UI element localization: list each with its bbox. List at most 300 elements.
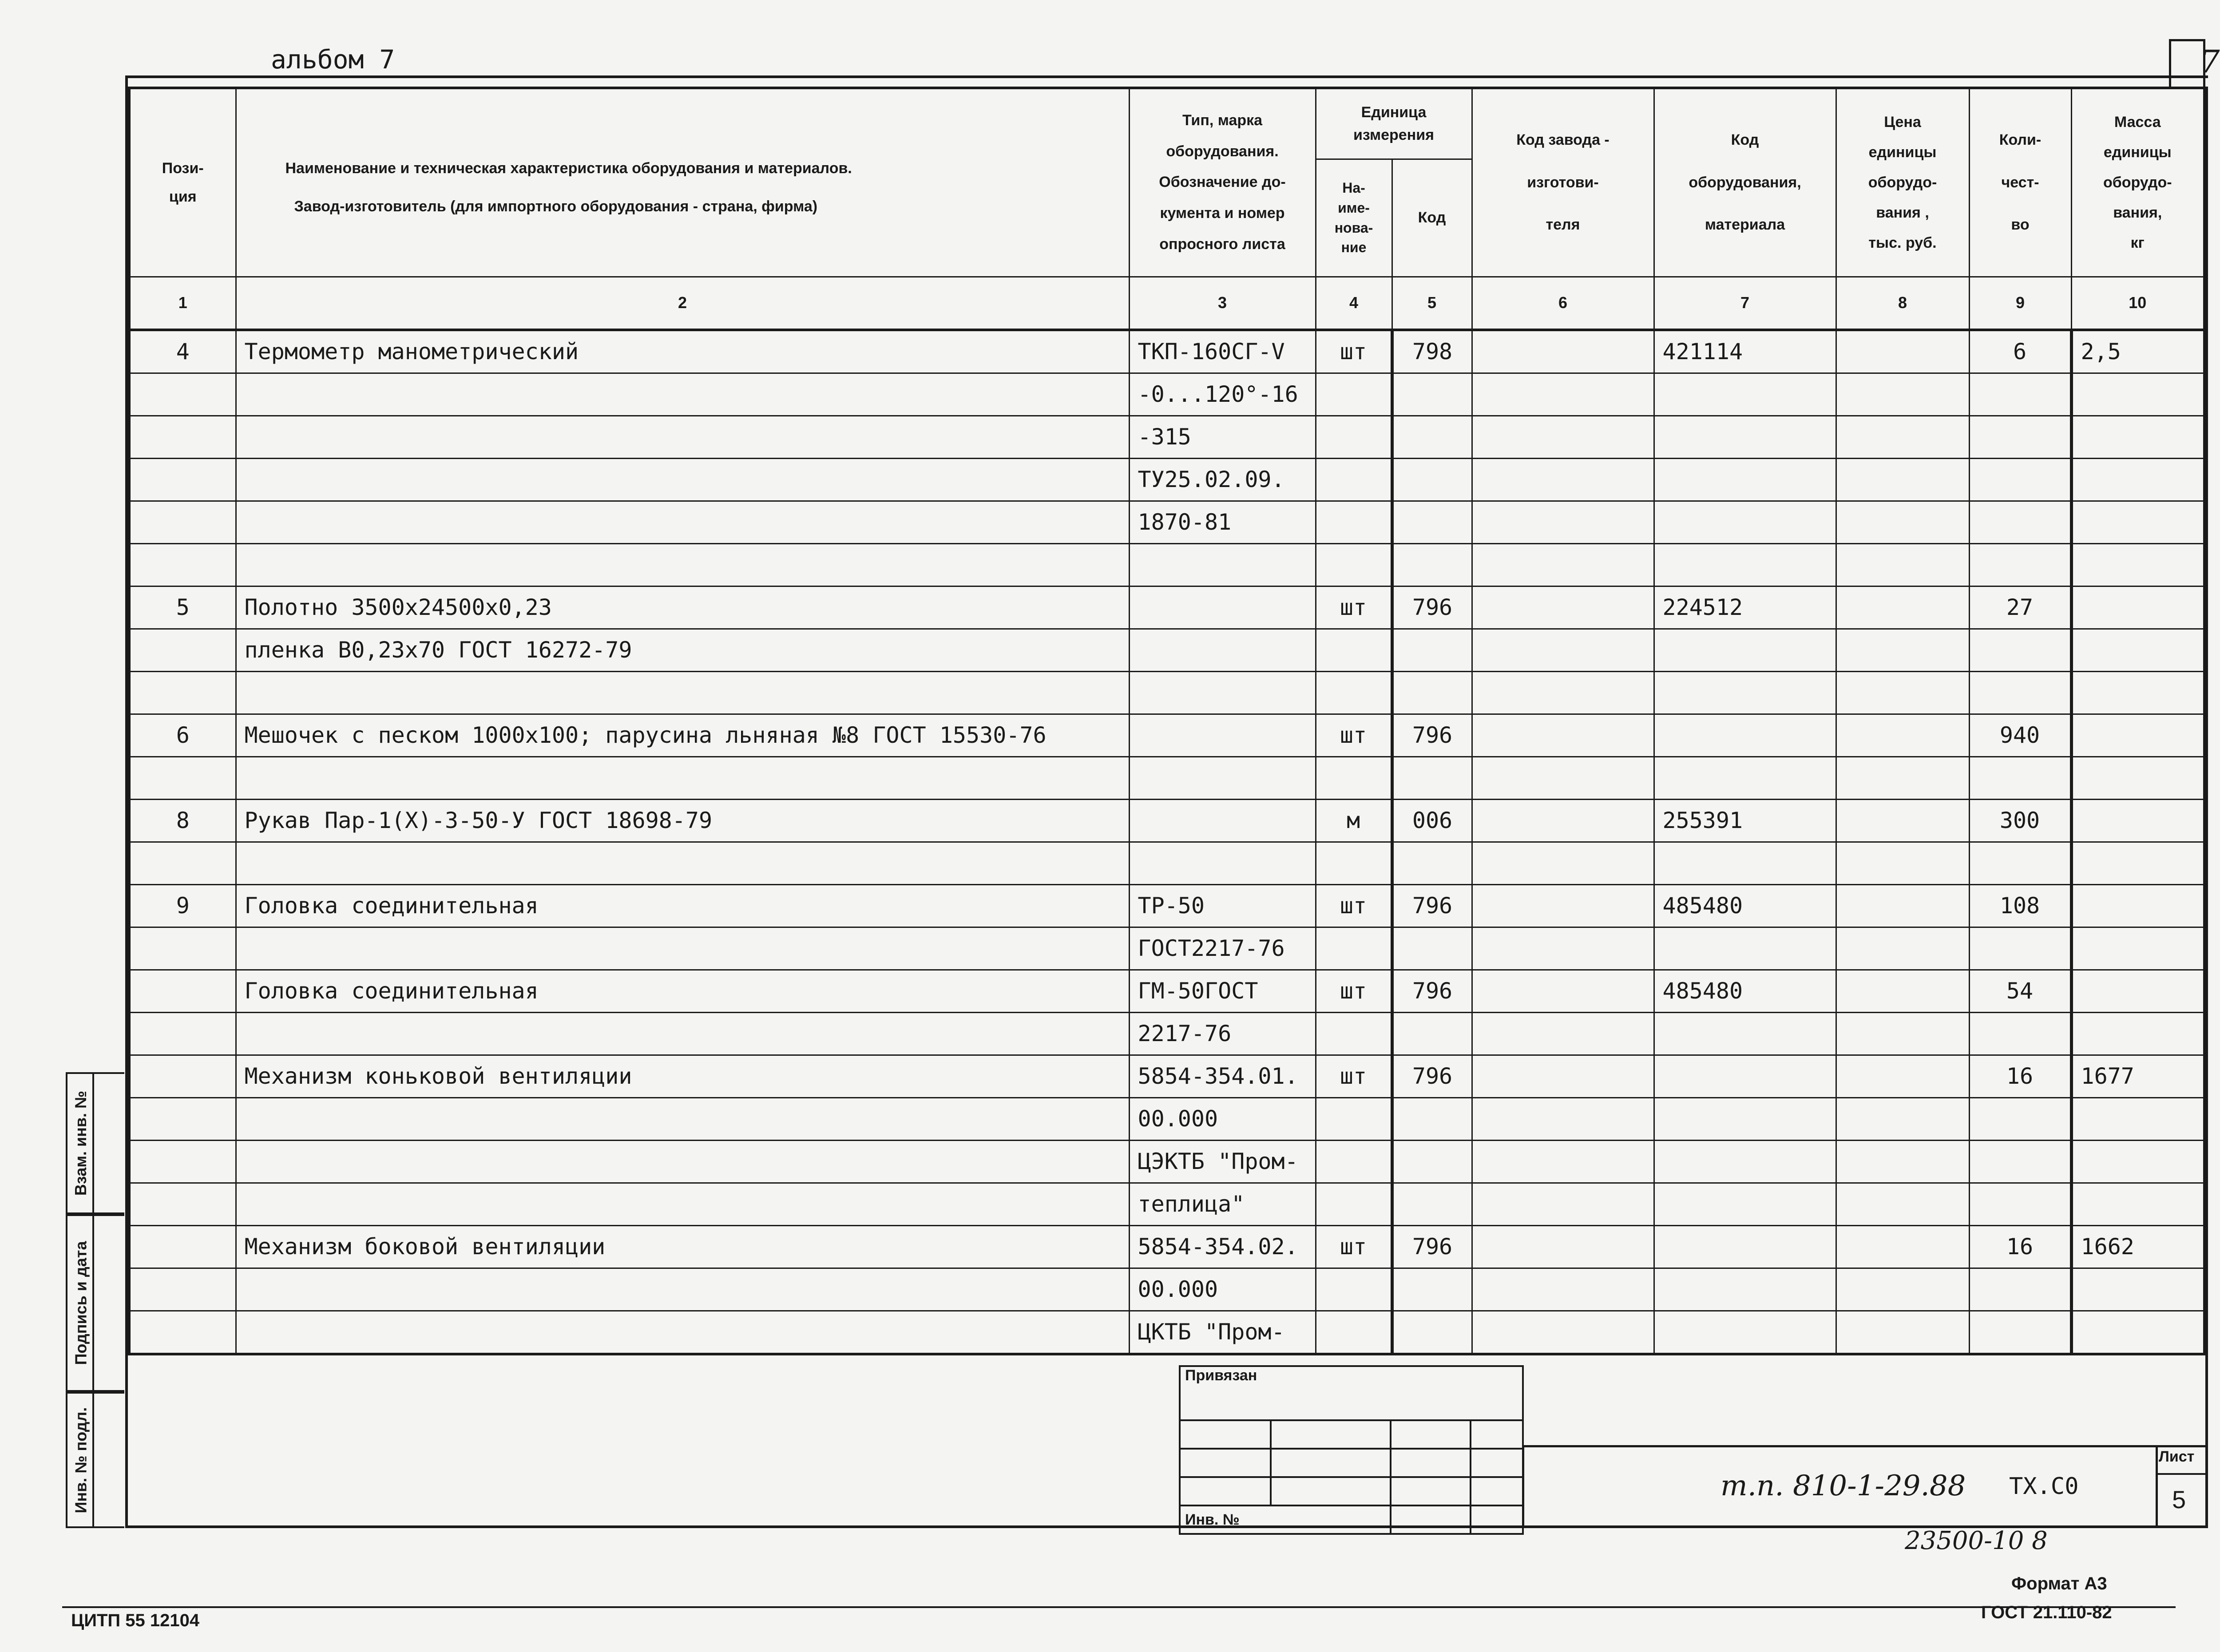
cell-unit — [1316, 629, 1392, 671]
cell-mass — [2071, 629, 2204, 671]
cell-quantity — [1969, 629, 2071, 671]
cell-quantity: 54 — [1969, 970, 2071, 1012]
cell-unit-code — [1392, 416, 1472, 458]
cell-equipment-code — [1654, 1097, 1836, 1140]
cell-equipment-code — [1654, 842, 1836, 884]
side-label-swap-inv: Взам. инв. № — [71, 1090, 90, 1196]
cell-unit: шт — [1316, 714, 1392, 757]
cell-unit-code — [1392, 671, 1472, 714]
cell-type — [1129, 714, 1316, 757]
cell-position — [129, 1140, 236, 1183]
cell-quantity — [1969, 1097, 2071, 1140]
col-factory-code-header: Код завода - изготови- теля — [1472, 88, 1654, 277]
cell-unit — [1316, 671, 1392, 714]
cell-price — [1836, 757, 1969, 799]
table-row — [129, 1225, 2204, 1268]
cell-position — [129, 842, 236, 884]
col-mass-header: Масса единицы оборудо- вания, кг — [2071, 88, 2204, 277]
cell-name: Полотно 3500х24500х0,23 — [236, 586, 1129, 629]
cell-mass — [2071, 1012, 2204, 1055]
frame-top-line — [128, 75, 2208, 78]
cell-type — [1129, 671, 1316, 714]
cell-unit-code: 796 — [1392, 1225, 1472, 1268]
table-row — [129, 970, 2204, 1012]
cell-name: Мешочек с песком 1000х100; парусина льняная №8 ГОСТ 15530-76 — [236, 714, 1129, 757]
col-equip-code-header: Код оборудования, материала — [1654, 88, 1836, 277]
table-row — [129, 1268, 2204, 1311]
col-unit-header: Единица измерения — [1316, 88, 1472, 159]
cell-position — [129, 543, 236, 586]
cell-unit: шт — [1316, 330, 1392, 373]
col-number: 8 — [1836, 277, 1969, 330]
col-unit-code-header: Код — [1392, 159, 1472, 277]
cell-equipment-code: 421114 — [1654, 330, 1836, 373]
cell-type: 5854-354.01. — [1129, 1055, 1316, 1097]
cell-equipment-code — [1654, 1055, 1836, 1097]
table-row — [129, 1183, 2204, 1225]
cell-unit-code: 796 — [1392, 586, 1472, 629]
handwritten-number: 23500-10 8 — [1905, 1526, 2048, 1555]
cell-mass — [2071, 757, 2204, 799]
specification-table — [128, 87, 2206, 1355]
cell-type — [1129, 543, 1316, 586]
cell-type: ГМ-50ГОСТ — [1129, 970, 1316, 1012]
cell-factory-code — [1472, 1183, 1654, 1225]
cell-name: Головка соединительная — [236, 970, 1129, 1012]
cell-price — [1836, 842, 1969, 884]
gost-label: ГОСТ 21.110-82 — [1981, 1603, 2112, 1622]
sheet-label: Лист — [2159, 1448, 2195, 1465]
cell-unit: шт — [1316, 970, 1392, 1012]
cell-quantity — [1969, 671, 2071, 714]
cell-price — [1836, 1097, 1969, 1140]
cell-name — [236, 757, 1129, 799]
side-cell-sign-date — [66, 1214, 124, 1392]
table-row — [129, 416, 2204, 458]
col-number: 9 — [1969, 277, 2071, 330]
cell-type: 00.000 — [1129, 1097, 1316, 1140]
title-block-left-line — [1522, 1445, 1524, 1528]
sheet-box-divider — [2156, 1473, 2208, 1475]
corner-number: 7 — [2200, 44, 2220, 80]
cell-name — [236, 1097, 1129, 1140]
cell-position — [129, 927, 236, 970]
cell-position — [129, 458, 236, 501]
side-cell-swap-inv — [66, 1072, 124, 1214]
cell-unit — [1316, 1268, 1392, 1311]
cell-type: ЦЭКТБ "Пром- — [1129, 1140, 1316, 1183]
cell-mass — [2071, 799, 2204, 842]
cell-position — [129, 757, 236, 799]
side-label-orig-inv: Инв. № подл. — [71, 1407, 90, 1513]
cell-equipment-code: 224512 — [1654, 586, 1836, 629]
cell-type: 2217-76 — [1129, 1012, 1316, 1055]
col-name-header: Наименование и техническая характеристика оборудования и материалов. Завод-изготовитель (для импортного оборудования - страна, фирма) — [236, 88, 1129, 277]
cell-price — [1836, 671, 1969, 714]
cell-price — [1836, 1012, 1969, 1055]
cell-price — [1836, 884, 1969, 927]
cell-position: 5 — [129, 586, 236, 629]
cell-unit — [1316, 1140, 1392, 1183]
cell-name — [236, 1140, 1129, 1183]
cell-name — [236, 501, 1129, 543]
cell-position — [129, 1311, 236, 1354]
cell-equipment-code — [1654, 1225, 1836, 1268]
cell-unit-code — [1392, 458, 1472, 501]
cell-name — [236, 373, 1129, 416]
col-number: 10 — [2071, 277, 2204, 330]
cell-equipment-code — [1654, 373, 1836, 416]
cell-position — [129, 1012, 236, 1055]
title-block-top-line — [1522, 1445, 2208, 1447]
cell-type — [1129, 586, 1316, 629]
cell-unit-code — [1392, 1183, 1472, 1225]
cell-name — [236, 671, 1129, 714]
cell-equipment-code — [1654, 1140, 1836, 1183]
cell-position: 4 — [129, 330, 236, 373]
cell-price — [1836, 416, 1969, 458]
cell-position: 6 — [129, 714, 236, 757]
cell-factory-code — [1472, 842, 1654, 884]
cell-mass — [2071, 884, 2204, 927]
cell-quantity: 16 — [1969, 1225, 2071, 1268]
stamp-cell — [1180, 1420, 1271, 1449]
cell-quantity — [1969, 1268, 2071, 1311]
cell-mass — [2071, 970, 2204, 1012]
cell-quantity — [1969, 1311, 2071, 1354]
cell-type — [1129, 799, 1316, 842]
table-row — [129, 629, 2204, 671]
cell-type — [1129, 842, 1316, 884]
col-type-header: Тип, марка оборудования. Обозначение до- кумента и номер опросного листа — [1129, 88, 1316, 277]
cell-factory-code — [1472, 586, 1654, 629]
cell-quantity — [1969, 927, 2071, 970]
cell-unit — [1316, 1311, 1392, 1354]
cell-factory-code — [1472, 373, 1654, 416]
cell-quantity: 6 — [1969, 330, 2071, 373]
cell-mass — [2071, 586, 2204, 629]
cell-name — [236, 1311, 1129, 1354]
cell-unit — [1316, 1183, 1392, 1225]
col-qty-header: Коли- чест- во — [1969, 88, 2071, 277]
cell-type: 1870-81 — [1129, 501, 1316, 543]
cell-type: -0...120°-16 — [1129, 373, 1316, 416]
cell-price — [1836, 629, 1969, 671]
cell-unit: шт — [1316, 1225, 1392, 1268]
cell-name: Механизм боковой вентиляции — [236, 1225, 1129, 1268]
table-row — [129, 884, 2204, 927]
cell-unit — [1316, 757, 1392, 799]
cell-unit-code — [1392, 1268, 1472, 1311]
cell-mass: 1662 — [2071, 1225, 2204, 1268]
col-number: 1 — [129, 277, 236, 330]
cell-equipment-code — [1654, 543, 1836, 586]
document-section: ТХ.С0 — [2009, 1473, 2079, 1500]
cell-unit — [1316, 842, 1392, 884]
stamp-cell — [1180, 1449, 1271, 1477]
cell-equipment-code — [1654, 416, 1836, 458]
table-row — [129, 714, 2204, 757]
cell-equipment-code — [1654, 1183, 1836, 1225]
cell-quantity: 300 — [1969, 799, 2071, 842]
stamp-cell — [1180, 1477, 1271, 1505]
stamp-block — [1179, 1365, 1524, 1535]
cell-position — [129, 1183, 236, 1225]
table-row — [129, 586, 2204, 629]
cell-price — [1836, 501, 1969, 543]
col-unit-name-header: На- име- нова- ние — [1316, 159, 1392, 277]
table-row — [129, 543, 2204, 586]
cell-unit-code — [1392, 842, 1472, 884]
cell-mass: 1677 — [2071, 1055, 2204, 1097]
cell-position: 9 — [129, 884, 236, 927]
cell-name: пленка В0,23х70 ГОСТ 16272-79 — [236, 629, 1129, 671]
col-number: 7 — [1654, 277, 1836, 330]
cell-price — [1836, 330, 1969, 373]
cell-equipment-code — [1654, 1311, 1836, 1354]
side-strip-divider — [92, 1072, 94, 1528]
stamp-cell — [1271, 1477, 1391, 1505]
table-row — [129, 671, 2204, 714]
column-number-row — [129, 277, 2204, 330]
cell-factory-code — [1472, 1268, 1654, 1311]
cell-price — [1836, 373, 1969, 416]
table-row — [129, 799, 2204, 842]
cell-unit — [1316, 1012, 1392, 1055]
cell-factory-code — [1472, 714, 1654, 757]
cell-mass — [2071, 1183, 2204, 1225]
cell-quantity: 27 — [1969, 586, 2071, 629]
cell-equipment-code — [1654, 714, 1836, 757]
cell-unit-code — [1392, 1140, 1472, 1183]
cell-equipment-code — [1654, 757, 1836, 799]
cell-price — [1836, 799, 1969, 842]
cell-price — [1836, 927, 1969, 970]
col-number: 2 — [236, 277, 1129, 330]
cell-unit — [1316, 373, 1392, 416]
table-row — [129, 501, 2204, 543]
cell-factory-code — [1472, 543, 1654, 586]
cell-quantity — [1969, 1012, 2071, 1055]
cell-name — [236, 842, 1129, 884]
cell-position — [129, 416, 236, 458]
cell-price — [1836, 970, 1969, 1012]
cell-factory-code — [1472, 501, 1654, 543]
cell-price — [1836, 1183, 1969, 1225]
cell-name — [236, 1183, 1129, 1225]
cell-unit-code: 798 — [1392, 330, 1472, 373]
cell-type — [1129, 757, 1316, 799]
cell-factory-code — [1472, 1140, 1654, 1183]
cell-name — [236, 543, 1129, 586]
cell-position — [129, 970, 236, 1012]
cell-position — [129, 671, 236, 714]
stamp-cell — [1391, 1420, 1471, 1449]
cell-quantity — [1969, 501, 2071, 543]
cell-position — [129, 501, 236, 543]
cell-mass: 2,5 — [2071, 330, 2204, 373]
cell-unit — [1316, 1097, 1392, 1140]
cell-mass — [2071, 543, 2204, 586]
cell-equipment-code: 255391 — [1654, 799, 1836, 842]
cell-quantity — [1969, 757, 2071, 799]
cell-quantity — [1969, 416, 2071, 458]
cell-price — [1836, 714, 1969, 757]
table-row — [129, 1097, 2204, 1140]
col-number: 4 — [1316, 277, 1392, 330]
cell-unit — [1316, 501, 1392, 543]
cell-type: 00.000 — [1129, 1268, 1316, 1311]
cell-unit-code — [1392, 1012, 1472, 1055]
table-row — [129, 842, 2204, 884]
stamp-inv-no-label: Инв. № — [1180, 1505, 1391, 1534]
col-pos-header: Пози- ция — [129, 88, 236, 277]
cell-name — [236, 1268, 1129, 1311]
cell-type: ЦКТБ "Пром- — [1129, 1311, 1316, 1354]
cell-type: теплица" — [1129, 1183, 1316, 1225]
cell-unit-code: 006 — [1392, 799, 1472, 842]
col-number: 5 — [1392, 277, 1472, 330]
cell-unit-code — [1392, 757, 1472, 799]
cell-factory-code — [1472, 927, 1654, 970]
cell-unit: шт — [1316, 884, 1392, 927]
printer-label: ЦИТП 55 12104 — [71, 1611, 200, 1630]
cell-factory-code — [1472, 970, 1654, 1012]
cell-factory-code — [1472, 416, 1654, 458]
cell-quantity — [1969, 1140, 2071, 1183]
cell-factory-code — [1472, 458, 1654, 501]
cell-type: ТКП-160СГ-V — [1129, 330, 1316, 373]
cell-price — [1836, 1140, 1969, 1183]
table-row — [129, 1140, 2204, 1183]
cell-factory-code — [1472, 1225, 1654, 1268]
cell-equipment-code: 485480 — [1654, 884, 1836, 927]
cell-price — [1836, 543, 1969, 586]
cell-price — [1836, 458, 1969, 501]
cell-price — [1836, 1055, 1969, 1097]
stamp-cell — [1271, 1449, 1391, 1477]
stamp-cell — [1471, 1505, 1523, 1534]
cell-factory-code — [1472, 1012, 1654, 1055]
cell-unit — [1316, 458, 1392, 501]
cell-quantity — [1969, 842, 2071, 884]
cell-price — [1836, 1311, 1969, 1354]
cell-type: ТУ25.02.09. — [1129, 458, 1316, 501]
table-body — [129, 330, 2204, 1354]
cell-position — [129, 1225, 236, 1268]
cell-unit-code: 796 — [1392, 714, 1472, 757]
cell-name — [236, 927, 1129, 970]
table-row — [129, 757, 2204, 799]
cell-factory-code — [1472, 1097, 1654, 1140]
cell-position — [129, 1097, 236, 1140]
cell-unit-code — [1392, 629, 1472, 671]
album-label: альбом 7 — [271, 44, 395, 75]
cell-quantity — [1969, 458, 2071, 501]
cell-unit — [1316, 416, 1392, 458]
document-code: т.п. 810-1-29.88 — [1720, 1470, 1966, 1502]
cell-name — [236, 1012, 1129, 1055]
cell-type — [1129, 629, 1316, 671]
stamp-attached-label: Привязан — [1180, 1366, 1523, 1420]
cell-factory-code — [1472, 1311, 1654, 1354]
cell-name: Головка соединительная — [236, 884, 1129, 927]
cell-mass — [2071, 842, 2204, 884]
cell-unit: м — [1316, 799, 1392, 842]
cell-quantity — [1969, 1183, 2071, 1225]
table-row — [129, 1055, 2204, 1097]
cell-unit-code: 796 — [1392, 884, 1472, 927]
cell-equipment-code: 485480 — [1654, 970, 1836, 1012]
cell-mass — [2071, 1268, 2204, 1311]
cell-quantity: 940 — [1969, 714, 2071, 757]
side-label-sign-date: Подпись и дата — [71, 1241, 90, 1365]
format-label: Формат А3 — [2011, 1574, 2107, 1593]
cell-unit-code — [1392, 1097, 1472, 1140]
cell-type: ТР-50 — [1129, 884, 1316, 927]
stamp-cell — [1471, 1420, 1523, 1449]
cell-mass — [2071, 458, 2204, 501]
stamp-cell — [1271, 1420, 1391, 1449]
cell-equipment-code — [1654, 629, 1836, 671]
col-number: 3 — [1129, 277, 1316, 330]
cell-equipment-code — [1654, 927, 1836, 970]
cell-mass — [2071, 1311, 2204, 1354]
cell-factory-code — [1472, 671, 1654, 714]
cell-unit: шт — [1316, 586, 1392, 629]
cell-unit-code: 796 — [1392, 970, 1472, 1012]
cell-position — [129, 1268, 236, 1311]
cell-equipment-code — [1654, 501, 1836, 543]
cell-name — [236, 416, 1129, 458]
cell-factory-code — [1472, 629, 1654, 671]
stamp-cell — [1391, 1505, 1471, 1534]
table-row — [129, 373, 2204, 416]
stamp-cell — [1391, 1449, 1471, 1477]
cell-unit-code — [1392, 927, 1472, 970]
cell-unit-code — [1392, 501, 1472, 543]
cell-name: Рукав Пар-1(Х)-3-50-У ГОСТ 18698-79 — [236, 799, 1129, 842]
col-price-header: Цена единицы оборудо- вания , тыс. руб. — [1836, 88, 1969, 277]
cell-mass — [2071, 1097, 2204, 1140]
cell-unit — [1316, 927, 1392, 970]
cell-mass — [2071, 1140, 2204, 1183]
cell-factory-code — [1472, 757, 1654, 799]
cell-mass — [2071, 714, 2204, 757]
cell-name — [236, 458, 1129, 501]
sheet-trim-line — [62, 1606, 2176, 1608]
stamp-cell — [1471, 1477, 1523, 1505]
table-row — [129, 1012, 2204, 1055]
side-cell-orig-inv — [66, 1392, 124, 1528]
table-row — [129, 330, 2204, 373]
cell-price — [1836, 1225, 1969, 1268]
cell-unit-code: 796 — [1392, 1055, 1472, 1097]
cell-position — [129, 373, 236, 416]
cell-position — [129, 1055, 236, 1097]
cell-equipment-code — [1654, 1012, 1836, 1055]
cell-position — [129, 629, 236, 671]
cell-type: 5854-354.02. — [1129, 1225, 1316, 1268]
cell-name: Термометр манометрический — [236, 330, 1129, 373]
table-row — [129, 927, 2204, 970]
cell-equipment-code — [1654, 1268, 1836, 1311]
cell-unit-code — [1392, 1311, 1472, 1354]
cell-unit-code — [1392, 373, 1472, 416]
stamp-cell — [1471, 1449, 1523, 1477]
cell-mass — [2071, 927, 2204, 970]
col-number: 6 — [1472, 277, 1654, 330]
